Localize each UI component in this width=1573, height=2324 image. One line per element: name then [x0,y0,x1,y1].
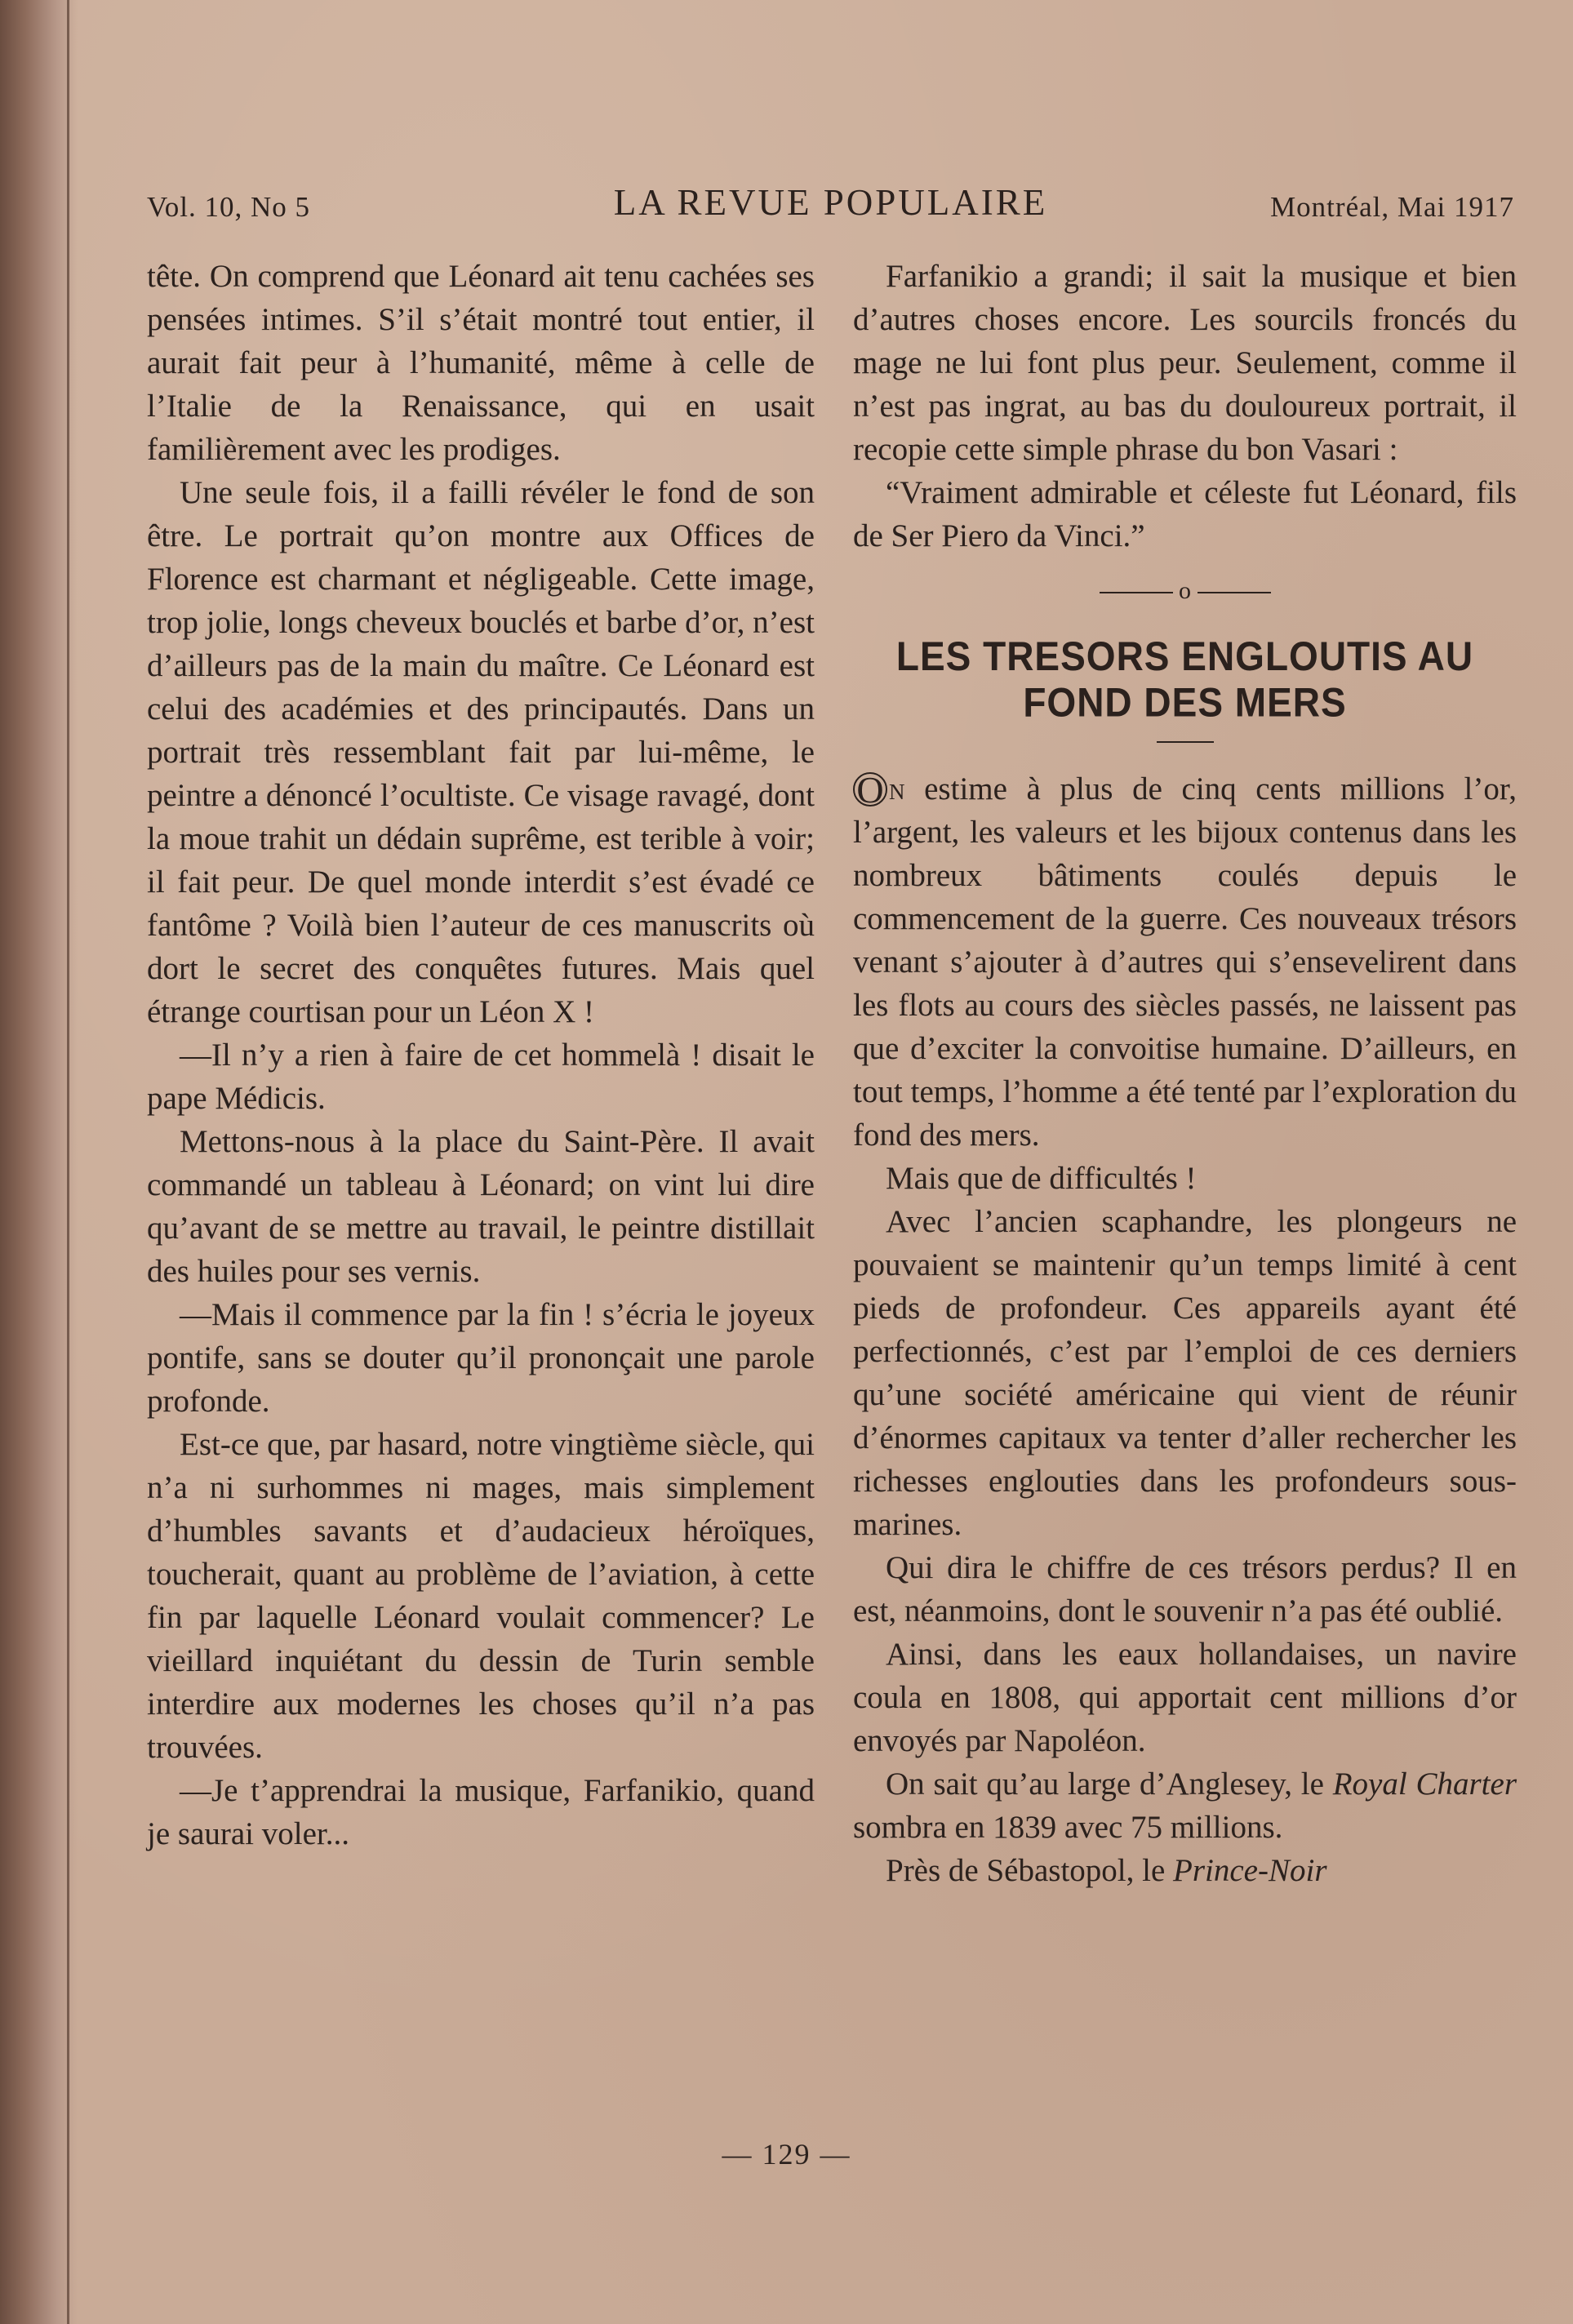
paragraph: Une seule fois, il a failli révéler le fond de son être. Le portrait qu’on montre aux Offices de Florence est charmant et négligeable. Cette image, trop jolie, longs cheveux bouclés et barbe d’or, n’est d’ailleurs pas de la main du maître. Ce Léonard est celui des académies et des principautés. Dans un portrait très ressemblant fait par lui-même, le peintre a dénoncé l’ocultiste. Ce visage ravagé, dont la moue trahit un dédain suprême, est terible à voir; il fait peur. De quel monde interdit s’est évadé ce fantôme ? Voilà bien l’auteur de ces manuscrits où dort le secret des conquêtes futures. Mais quel étrange courtisan pour un Léon X ! [147,475,815,1029]
header-title: LA REVUE POPULAIRE [613,182,1048,223]
paragraph: tête. On comprend que Léonard ait tenu cachées ses pensées intimes. S’il s’était montré tout entier, il aurait fait peur à l’humanité, même à celle de l’Italie de la Renaissance, qui en usait familièrement avec les prodiges. [147,259,815,467]
title-rule [1157,741,1214,743]
section-separator [853,569,1517,612]
paragraph-text: estime à plus de cinq cents millions l’or, l’argent, les valeurs et les bijoux contenus dans les nombreux bâtiments coulés depuis le commencement de la guerre. Ces nouveaux trésors venant s’ajouter à d’autres qui s’ensevelirent dans les flots au cours des siècles passés, ne laissent pas que d’exciter la convoitise humaine. D’ailleurs, en tout temps, l’homme a été tenté par l’exploration du fond des mers. [853,771,1517,1153]
paragraph: —Mais il commence par la fin ! s’écria le joyeux pontife, sans se douter qu’il prononçait une parole profonde. [147,1297,815,1419]
left-column [147,255,815,1855]
header-date: Montréal, Mai 1917 [1270,191,1514,223]
paragraph [853,1762,1517,1849]
paragraph: “Vraiment admirable et céleste fut Léonard, fils de Ser Piero da Vinci.” [853,475,1517,553]
paragraph: Qui dira le chiffre de ces trésors perdus? Il en est, néanmoins, dont le souvenir n’a pas été oublié. [853,1550,1517,1629]
separator-rule [1198,592,1271,593]
article-title-line: FOND DES MERS [1023,679,1347,726]
paragraph: Avec l’ancien scaphandre, les plongeurs ne pouvaient se maintenir qu’un temps limité à cent pieds de profondeur. Ces appareils ayant été perfectionnés, c’est par l’emploi de ces derniers qu’une société américaine qui vient de réunir d’énormes capitaux va tenter d’aller rechercher les richesses englouties dans les profondeurs sous-marines. [853,1204,1517,1542]
header-volume: Vol. 10, No 5 [147,191,311,223]
running-header [147,181,1514,230]
paragraph-text: sombra en 1839 avec 75 millions. [853,1810,1283,1845]
lead-paragraph [853,767,1517,1157]
ship-name: Prince-Noir [1173,1853,1327,1888]
drop-cap: O [853,772,887,807]
right-column [853,255,1517,1892]
paragraph: Ainsi, dans les eaux hollandaises, un navire coula en 1808, qui apportait cent millions d’or envoyés par Napoléon. [853,1637,1517,1758]
separator-mark: o [1179,577,1191,604]
article-title [853,633,1517,725]
ship-name: Royal Charter [1332,1766,1517,1802]
paragraph: Mais que de difficultés ! [886,1161,1197,1196]
paragraph-text: On sait qu’au large d’Anglesey, le [886,1766,1324,1802]
paragraph: Farfanikio a grandi; il sait la musique et bien d’autres choses encore. Les sourcils froncés du mage ne lui font plus peur. Seulement, comme il n’est pas ingrat, au bas du douloureux portrait, il recopie cette simple phrase du bon Vasari : [853,259,1517,467]
paragraph: Mettons-nous à la place du Saint-Père. Il avait commandé un tableau à Léonard; on vint lui dire qu’avant de se mettre au travail, le peintre distillait des huiles pour ses vernis. [147,1124,815,1289]
small-caps: n [889,771,905,807]
separator-rule [1100,592,1173,593]
paragraph: —Je t’apprendrai la musique, Farfanikio, quand je saurai voler... [147,1773,815,1851]
paragraph-text: Près de Sébastopol, le [886,1853,1166,1888]
article-title-line: LES TRESORS ENGLOUTIS AU [895,633,1474,679]
paragraph: —Il n’y a rien à faire de cet hommelà ! disait le pape Médicis. [147,1038,815,1116]
paragraph: Est-ce que, par hasard, notre vingtième siècle, qui n’a ni surhommes ni mages, mais simplement d’humbles savants et d’audacieux héroïques, toucherait, quant au problème de l’aviation, à cette fin par laquelle Léonard voulait commencer? Le vieillard inquiétant du dessin de Turin semble interdire aux modernes les choses qu’il n’a pas trouvées. [147,1427,815,1765]
paragraph [853,1849,1517,1892]
page-number: — 129 — [722,2138,851,2171]
